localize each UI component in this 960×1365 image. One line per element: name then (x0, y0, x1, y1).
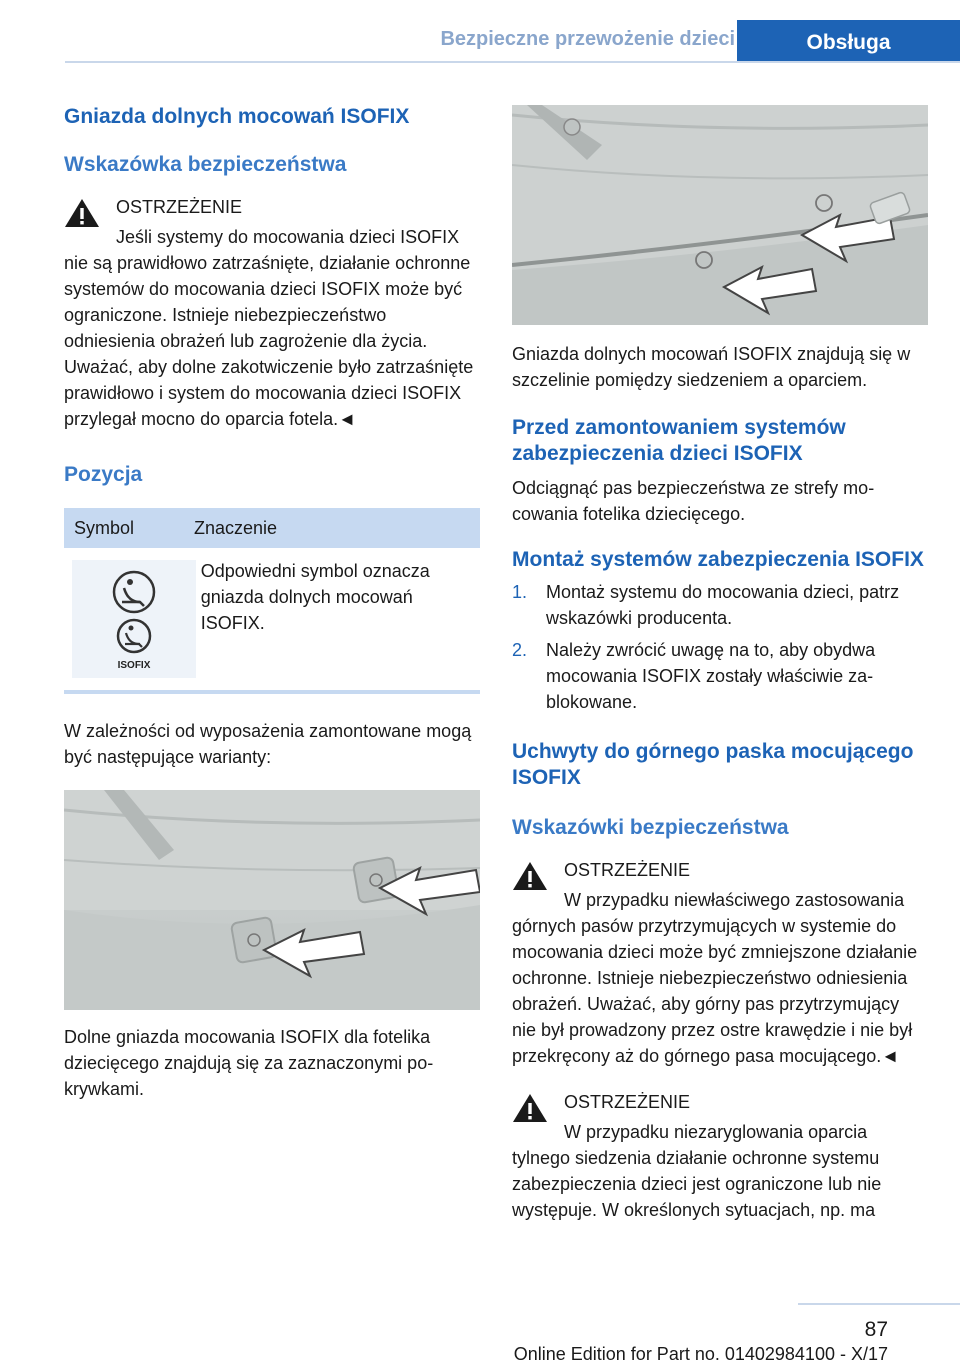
warning-text: Jeśli systemy do mocowania dzieci ISOFIX nie są prawidłowo zatrzaśnięte, działanie ochronne systemów do mocowania dzieci ISOFIX może być ograniczone. Istnieje niebezpieczeństwo odniesienia obrażeń lub zagrożenie dla życia. Uważać, aby dolne zakotwiczenie było zatrzaśnięte prawidłowo i system do mocowania dzieci ISOFIX przylegał mocno do oparcia fotela.◄ (64, 227, 474, 429)
header-section-title: Bezpieczne przewożenie dzieci (440, 28, 735, 50)
warning-title: OSTRZEŻENIE (564, 860, 691, 880)
heading-isofix-anchors: Gniazda dolnych mocowań ISOFIX (64, 105, 410, 128)
footer-edition: Online Edition for Part no. 01402984100 - X/17 (513, 1344, 888, 1364)
photo2-caption: Gniazda dolnych mocowań ISOFIX znajdują się w szczelinie pomiędzy siedzeniem a oparciem. (512, 344, 911, 390)
warning-text: W przypadku niezaryglowania oparcia tylnego siedzenia działanie ochronne systemu zabezpieczenia dzieci jest ograniczone lub nie występuje. W określonych sytuacjach, np. ma (512, 1122, 882, 1220)
table-cell-meaning: Odpowiedni symbol oznacza gniazda dolnych mocowań ISOFIX. (200, 561, 430, 633)
heading-position: Pozycja (64, 463, 143, 486)
before-text: Odciągnąć pas bezpieczeństwa ze strefy mocowania fotelika dziecięcego. (512, 478, 875, 524)
heading-mounting: Montaż systemów zabezpieczenia ISOFIX (512, 548, 924, 571)
left-column (64, 100, 480, 1102)
step-text: Należy zwrócić uwagę na to, aby obydwa mocowania ISOFIX zostały właściwie zablokowane. (546, 640, 876, 712)
right-column (512, 100, 928, 1223)
isofix-symbol-cell (72, 560, 196, 678)
photo-isofix-gap (512, 105, 928, 325)
child-seat-icon (72, 560, 196, 678)
col-header-symbol: Symbol (74, 518, 135, 538)
warning-title: OSTRZEŻENIE (564, 1092, 691, 1112)
header-chapter-tab[interactable]: Obsługa (737, 20, 960, 63)
list-item (512, 579, 928, 631)
table-bottom-rule (64, 690, 480, 694)
mounting-steps (512, 579, 928, 715)
variants-text: W zależności od wyposażenia zamontowane mogą być następujące warianty: (64, 721, 472, 767)
list-item (512, 637, 928, 715)
table-row (64, 548, 480, 678)
warning-block (512, 857, 928, 883)
header-rule (65, 61, 960, 63)
col-header-meaning: Znaczenie (194, 518, 278, 538)
step-number: 2. (512, 640, 528, 660)
heading-safety-note: Wskazówka bezpieczeństwa (64, 153, 347, 176)
heading-before-mounting: Przed zamontowaniem systemów zabezpieczenia dzieci ISOFIX (512, 416, 846, 465)
warning-title: OSTRZEŻENIE (116, 197, 243, 217)
warning-text: W przypadku niewłaściwego zastosowania górnych pasów przytrzymujących w systemie do mocowania dzieci może być zmniejszone działanie ochronne. Istnieje niebezpieczeństwo odniesienia obrażeń. Uważać, aby górny pas przytrzymujący nie był prowadzony przez ostre krawędzie i nie był przekręcony aż do górnego pasa mocującego.◄ (512, 890, 918, 1066)
photo-isofix-covers (64, 790, 480, 1010)
step-text: Montaż systemu do mocowania dzieci, patrz wskazówki producenta. (546, 582, 900, 628)
isofix-icon-label: ISOFIX (117, 660, 151, 671)
photo1-caption: Dolne gniazda mocowania ISOFIX dla fotelika dziecięcego znajdują się za zaznaczonymi pokrywkami. (64, 1027, 434, 1099)
step-number: 1. (512, 582, 528, 602)
page-number: 87 (864, 1318, 888, 1341)
symbol-table (64, 508, 480, 694)
seat-gap-illustration (512, 105, 928, 325)
warning-triangle-icon (512, 1093, 548, 1123)
warning-block (512, 1089, 928, 1115)
warning-block (64, 194, 480, 220)
seat-photo-illustration (64, 790, 480, 1010)
warning-triangle-icon (512, 861, 548, 891)
table-header (64, 508, 480, 548)
heading-safety-notes: Wskazówki bezpieczeństwa (512, 816, 789, 839)
footer-rule (798, 1303, 960, 1305)
heading-top-tether: Uchwyty do górnego paska mocującego ISOFIX (512, 740, 914, 789)
warning-triangle-icon (64, 198, 100, 228)
